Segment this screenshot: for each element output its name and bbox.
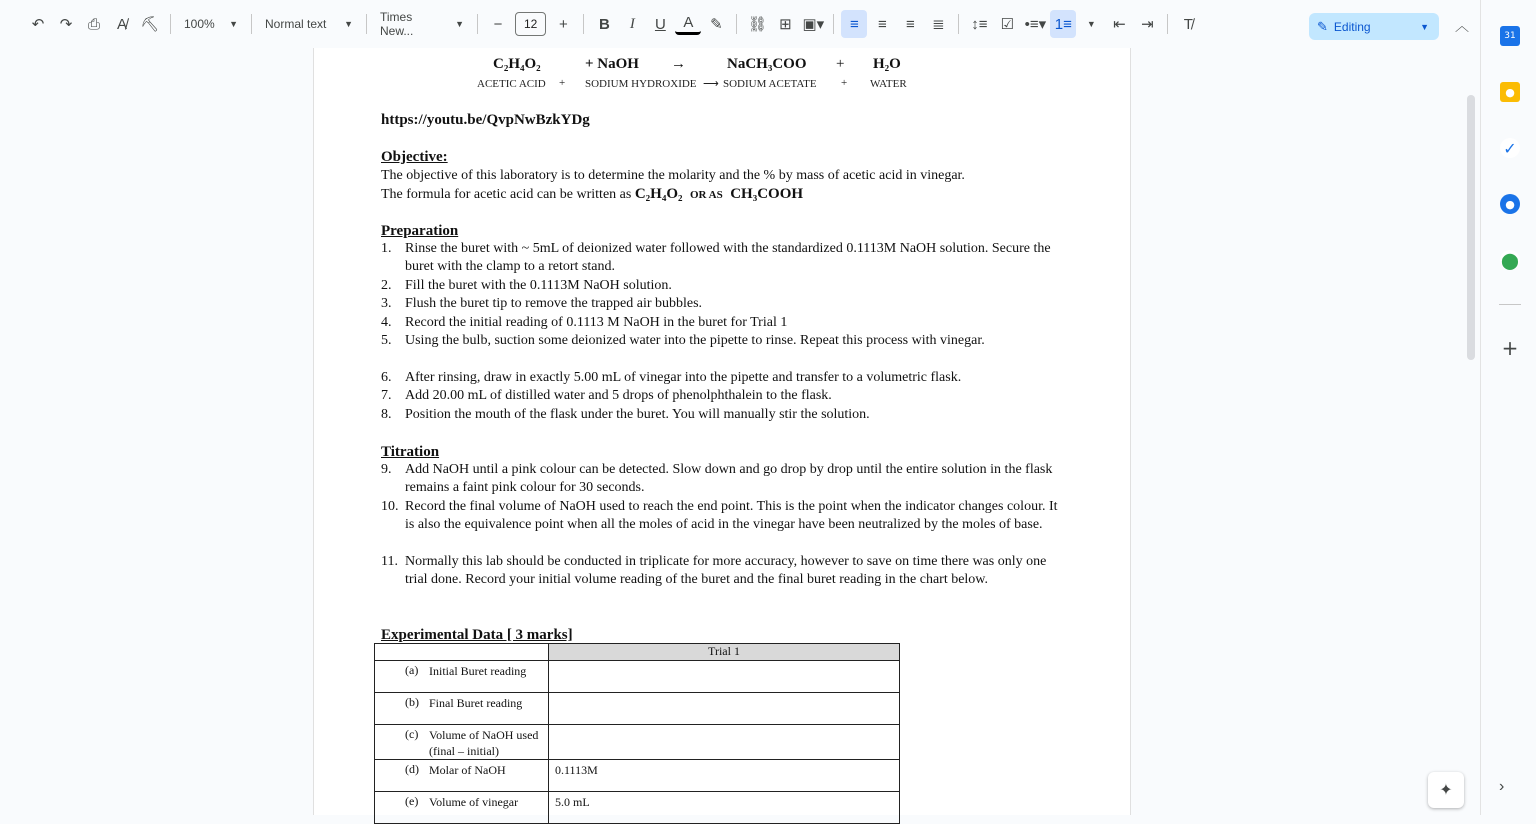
add-addon-icon[interactable]: +: [1501, 336, 1519, 360]
table-row: [375, 661, 900, 693]
spellcheck-icon[interactable]: A̸: [116, 15, 127, 33]
font-select[interactable]: [374, 10, 470, 38]
increase-indent-icon[interactable]: ⇥: [1141, 16, 1154, 33]
table-row-label-cell[interactable]: [375, 760, 549, 792]
table-row: [375, 725, 900, 760]
titration-heading: Titration: [381, 444, 440, 460]
formula-ch3cooh: CH₃COOH: [730, 186, 804, 202]
table-header-trial[interactable]: Trial 1: [549, 644, 900, 661]
zoom-value: 100%: [184, 17, 215, 31]
eq-product2: H₂O: [873, 56, 901, 72]
label-plus: +: [841, 77, 848, 89]
vertical-scrollbar[interactable]: [1467, 95, 1475, 360]
undo-icon[interactable]: ↶: [31, 16, 45, 33]
preparation-step-number: 2.: [381, 278, 392, 293]
label-plus: +: [559, 77, 566, 89]
preparation-step-number: 4.: [381, 315, 392, 330]
label-water: WATER: [870, 78, 907, 90]
highlight-icon[interactable]: ✎: [710, 16, 723, 33]
preparation-heading: Preparation: [381, 223, 459, 239]
row-letter: (d): [405, 762, 419, 776]
align-justify-icon[interactable]: ≣: [932, 16, 945, 33]
eq-product1: NaCH₃COO: [727, 56, 807, 72]
row-letter: (a): [405, 663, 419, 677]
editing-mode-button[interactable]: [1309, 13, 1439, 40]
row-label: Initial Buret reading: [429, 664, 527, 678]
editing-mode-label: Editing: [1333, 19, 1371, 34]
clear-formatting-icon[interactable]: T̸: [1183, 15, 1193, 33]
toolbar-divider: [1167, 14, 1168, 34]
preparation-step-text: Rinse the buret with ~ 5mL of deionized water followed with the standardized 0.1113M NaOH solution. Secure the buret with the clamp to a retort stand.: [405, 241, 1051, 275]
calendar-icon[interactable]: [1500, 26, 1520, 46]
label-sodium-hydroxide: SODIUM HYDROXIDE: [585, 78, 697, 90]
table-header-empty[interactable]: [375, 644, 549, 661]
table-row-label-cell[interactable]: [375, 661, 549, 693]
preparation-step-text: After rinsing, draw in exactly 5.00 mL of vinegar into the pipette and transfer to a volumetric flask.: [405, 370, 962, 385]
bulleted-list-icon[interactable]: •≡▾: [1024, 16, 1047, 33]
font-value: Times New...: [380, 10, 414, 38]
tasks-icon[interactable]: ✓: [1500, 138, 1520, 158]
table-row-label-cell[interactable]: [375, 693, 549, 725]
bold-icon[interactable]: B: [598, 15, 610, 33]
chevron-down-icon: ▼: [344, 19, 353, 29]
decrease-font-size-button[interactable]: −: [493, 15, 503, 33]
preparation-step-text: Flush the buret tip to remove the trapped air bubbles.: [405, 296, 703, 311]
table-row-value-cell[interactable]: 0.1113M: [549, 760, 900, 792]
preparation-step-number: 1.: [381, 241, 392, 256]
eq-arrow: →: [671, 56, 686, 72]
side-panel: [1480, 0, 1536, 815]
preparation-step-number: 3.: [381, 296, 392, 311]
titration-step-number: 11.: [381, 554, 398, 569]
titration-step-number: 9.: [381, 462, 392, 477]
row-label: Final Buret reading: [429, 696, 523, 710]
explore-icon[interactable]: ✦: [1428, 772, 1464, 808]
calendar-badge: 31: [1504, 31, 1516, 41]
titration-step-text: Normally this lab should be conducted in triplicate for more accuracy, however to save on time there was only one trial done. Record your initial volume reading of the buret and the final buret reading in the chart below.: [405, 554, 1047, 588]
label-acetic-acid: ACETIC ACID: [477, 78, 546, 90]
font-size-input[interactable]: 12: [515, 12, 546, 36]
underline-icon[interactable]: U: [654, 15, 666, 33]
align-right-icon[interactable]: ≡: [905, 15, 915, 33]
toolbar-divider: [170, 14, 171, 34]
print-icon[interactable]: ⎙: [87, 15, 100, 33]
table-row: [375, 792, 900, 824]
preparation-step-number: 6.: [381, 370, 392, 385]
numbered-list-icon[interactable]: 1≡: [1050, 10, 1076, 38]
row-letter: (e): [405, 794, 419, 808]
eq-reactant1: C₂H₄O₂: [493, 56, 541, 72]
objective-formula-prefix: The formula for acetic acid can be written as: [381, 187, 632, 202]
toolbar-divider: [251, 14, 252, 34]
line-spacing-icon[interactable]: ↕≡: [971, 15, 988, 33]
chevron-down-icon[interactable]: ▼: [1086, 19, 1096, 29]
titration-step-text: Record the final volume of NaOH used to reach the end point. This is the point when the indicator changes colour. It is also the equivalence point when all the moles of acid in the vinegar have been neutralized by the moles of base.: [405, 499, 1058, 533]
keep-icon[interactable]: ●: [1500, 82, 1520, 102]
label-sodium-acetate: SODIUM ACETATE: [723, 78, 817, 90]
contacts-icon[interactable]: ●: [1500, 194, 1520, 214]
eq-plus-naoh: + NaOH: [585, 56, 639, 72]
formula-c2h4o2: C₂H₄O₂: [634, 186, 683, 202]
toolbar-divider: [477, 14, 478, 34]
experimental-heading: Experimental Data [ 3 marks]: [381, 627, 573, 643]
maps-icon[interactable]: ⬤: [1501, 250, 1519, 270]
label-arrow: ⟶: [703, 78, 719, 90]
objective-text-2: [381, 185, 803, 204]
chevron-down-icon: ▼: [229, 19, 238, 29]
comment-icon[interactable]: ⊞: [779, 16, 792, 33]
chevron-right-icon[interactable]: ›: [1499, 778, 1505, 795]
table-row-label-cell[interactable]: [375, 725, 549, 760]
objective-heading: Objective:: [381, 149, 448, 165]
toolbar-divider: [958, 14, 959, 34]
link-icon[interactable]: ⛓: [747, 16, 767, 33]
titration-step-number: 10.: [381, 499, 399, 514]
align-center-icon[interactable]: ≡: [877, 15, 887, 33]
experimental-data-table[interactable]: [374, 643, 900, 824]
table-row-value-cell[interactable]: [549, 693, 900, 725]
row-letter: (b): [405, 695, 419, 709]
preparation-step-number: 5.: [381, 333, 392, 348]
row-label: Molar of NaOH: [429, 763, 506, 777]
toolbar-divider: [736, 14, 737, 34]
toolbar: [0, 0, 1480, 48]
increase-font-size-button[interactable]: +: [558, 15, 568, 33]
italic-icon[interactable]: I: [629, 15, 635, 32]
toolbar-divider: [366, 14, 367, 34]
preparation-step-text: Fill the buret with the 0.1113M NaOH solution.: [405, 278, 672, 293]
preparation-step-text: Position the mouth of the flask under the buret. You will manually stir the solution.: [405, 407, 870, 422]
table-row-value-cell[interactable]: [549, 725, 900, 760]
chevron-down-icon: ▼: [1420, 21, 1429, 32]
collapse-toolbar-icon[interactable]: ︿: [1455, 18, 1469, 34]
zoom-select[interactable]: [178, 10, 244, 38]
style-select[interactable]: [259, 10, 359, 38]
style-value: Normal text: [265, 17, 327, 31]
toolbar-divider: [833, 14, 834, 34]
table-row-value-cell[interactable]: [549, 661, 900, 693]
video-link[interactable]: https://youtu.be/QvpNwBzkYDg: [381, 112, 590, 128]
decrease-indent-icon[interactable]: ⇤: [1113, 16, 1126, 33]
titration-step-text: Add NaOH until a pink colour can be detected. Slow down and go drop by drop until the entire solution in the flask remains a faint pink colour for 30 seconds.: [405, 462, 1053, 496]
objective-text-1: The objective of this laboratory is to determine the molarity and the % by mass of acetic acid in vinegar.: [381, 168, 965, 183]
table-row: [375, 693, 900, 725]
image-icon[interactable]: ▣▾: [802, 16, 825, 33]
preparation-step-text: Add 20.00 mL of distilled water and 5 drops of phenolphthalein to the flask.: [405, 388, 832, 403]
row-letter: (c): [405, 727, 419, 741]
text-color-icon[interactable]: A: [675, 13, 701, 35]
table-header-row: [375, 644, 900, 661]
side-panel-divider: [1499, 304, 1521, 305]
row-label: Volume of vinegar: [429, 795, 519, 809]
preparation-step-number: 7.: [381, 388, 392, 403]
or-as-text: OR AS: [690, 189, 723, 201]
redo-icon[interactable]: ↷: [59, 16, 73, 33]
align-left-icon[interactable]: ≡: [841, 10, 867, 38]
pencil-icon: ✎: [1317, 18, 1328, 34]
checklist-icon[interactable]: ☑: [1000, 16, 1015, 33]
chevron-down-icon: ▼: [455, 19, 464, 29]
table-row-label-cell[interactable]: [375, 792, 549, 824]
paint-format-icon[interactable]: ⛏: [140, 16, 160, 33]
preparation-step-text: Using the bulb, suction some deionized water into the pipette to rinse. Repeat this process with vinegar.: [405, 333, 985, 348]
preparation-step-text: Record the initial reading of 0.1113 M NaOH in the buret for Trial 1: [405, 315, 788, 330]
row-label: Volume of NaOH used (final – initial): [429, 728, 539, 758]
preparation-step-number: 8.: [381, 407, 392, 422]
table-row-value-cell[interactable]: 5.0 mL: [549, 792, 900, 824]
toolbar-divider: [583, 14, 584, 34]
table-row: [375, 760, 900, 792]
document-page[interactable]: [313, 48, 1131, 815]
eq-plus: +: [836, 56, 845, 72]
